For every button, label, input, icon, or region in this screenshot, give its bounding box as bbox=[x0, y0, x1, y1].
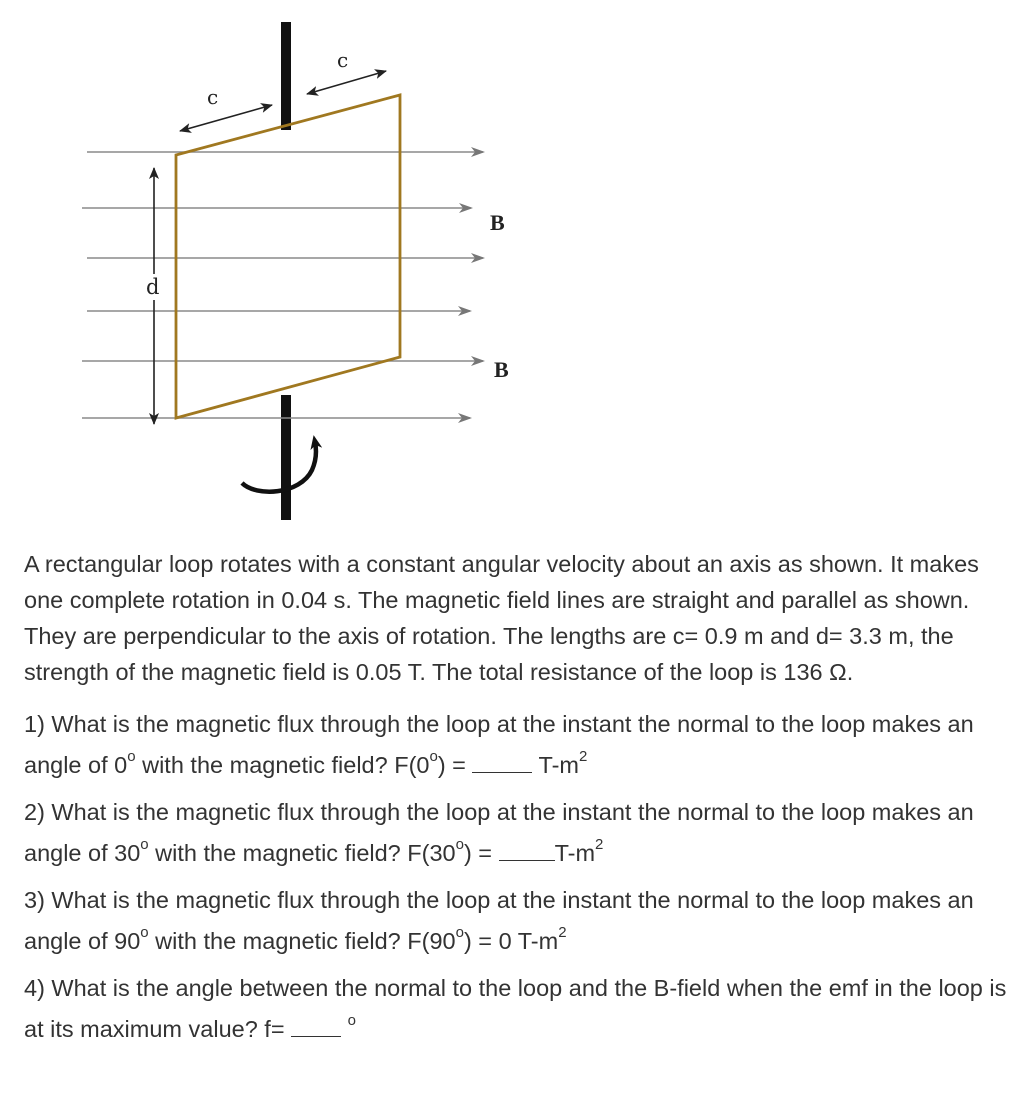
magnetic-field-lines bbox=[82, 152, 483, 418]
degree-unit: o bbox=[347, 1012, 356, 1030]
answer-blank-1[interactable] bbox=[472, 750, 532, 773]
c-label-left: c bbox=[207, 85, 219, 109]
rotation-axis-top bbox=[281, 22, 291, 130]
d-label: d bbox=[146, 275, 160, 299]
c-label-right: c bbox=[337, 48, 349, 72]
problem-intro: A rectangular loop rotates with a constant angular velocity about an axis as shown. It makes one complete rotation in 0.04 s. The magnetic field lines are straight and parallel as shown. They are perpendicular to the axis of rotation. The lengths are c= 0.9 m and d= 3.3 m, the strength of the magnetic field is 0.05 T. The total resistance of the loop is 136 Ω. bbox=[24, 551, 979, 685]
c-dimension-arrow-right bbox=[307, 71, 386, 94]
question-3: 3) What is the magnetic flux through the loop at the instant the normal to the loop makes an angle of 90$^o$ with the magnetic field? $F(90^o) = 0$ $T-m^2$ bbox=[24, 887, 974, 954]
b-field-label-bottom: B bbox=[494, 357, 509, 382]
question-4: 4) What is the angle between the normal to the loop and the B-field when the emf in the loop is at its maximum value? f= $^o$ bbox=[24, 975, 1007, 1042]
answer-blank-4[interactable] bbox=[291, 1014, 341, 1037]
question-2: 2) What is the magnetic flux through the loop at the instant the normal to the loop makes an angle of 30$^o$ with the magnetic field? $F(30^o) = T-m^2$ bbox=[24, 799, 974, 866]
answer-value-3: 0 bbox=[498, 928, 512, 954]
rotation-axis-bottom bbox=[281, 395, 291, 520]
rotating-loop-figure bbox=[0, 0, 560, 530]
rotation-direction-arrow bbox=[242, 442, 316, 492]
b-field-label-top: B bbox=[490, 210, 505, 235]
problem-statement bbox=[24, 546, 1014, 1050]
rectangular-loop bbox=[176, 95, 400, 418]
c-dimension-arrow-left bbox=[180, 105, 272, 131]
question-1: 1) What is the magnetic flux through the loop at the instant the normal to the loop makes an angle of 0$^o$ with the magnetic field? $F(0^o) = T-m^2$ bbox=[24, 711, 974, 778]
answer-blank-2[interactable] bbox=[499, 838, 555, 861]
